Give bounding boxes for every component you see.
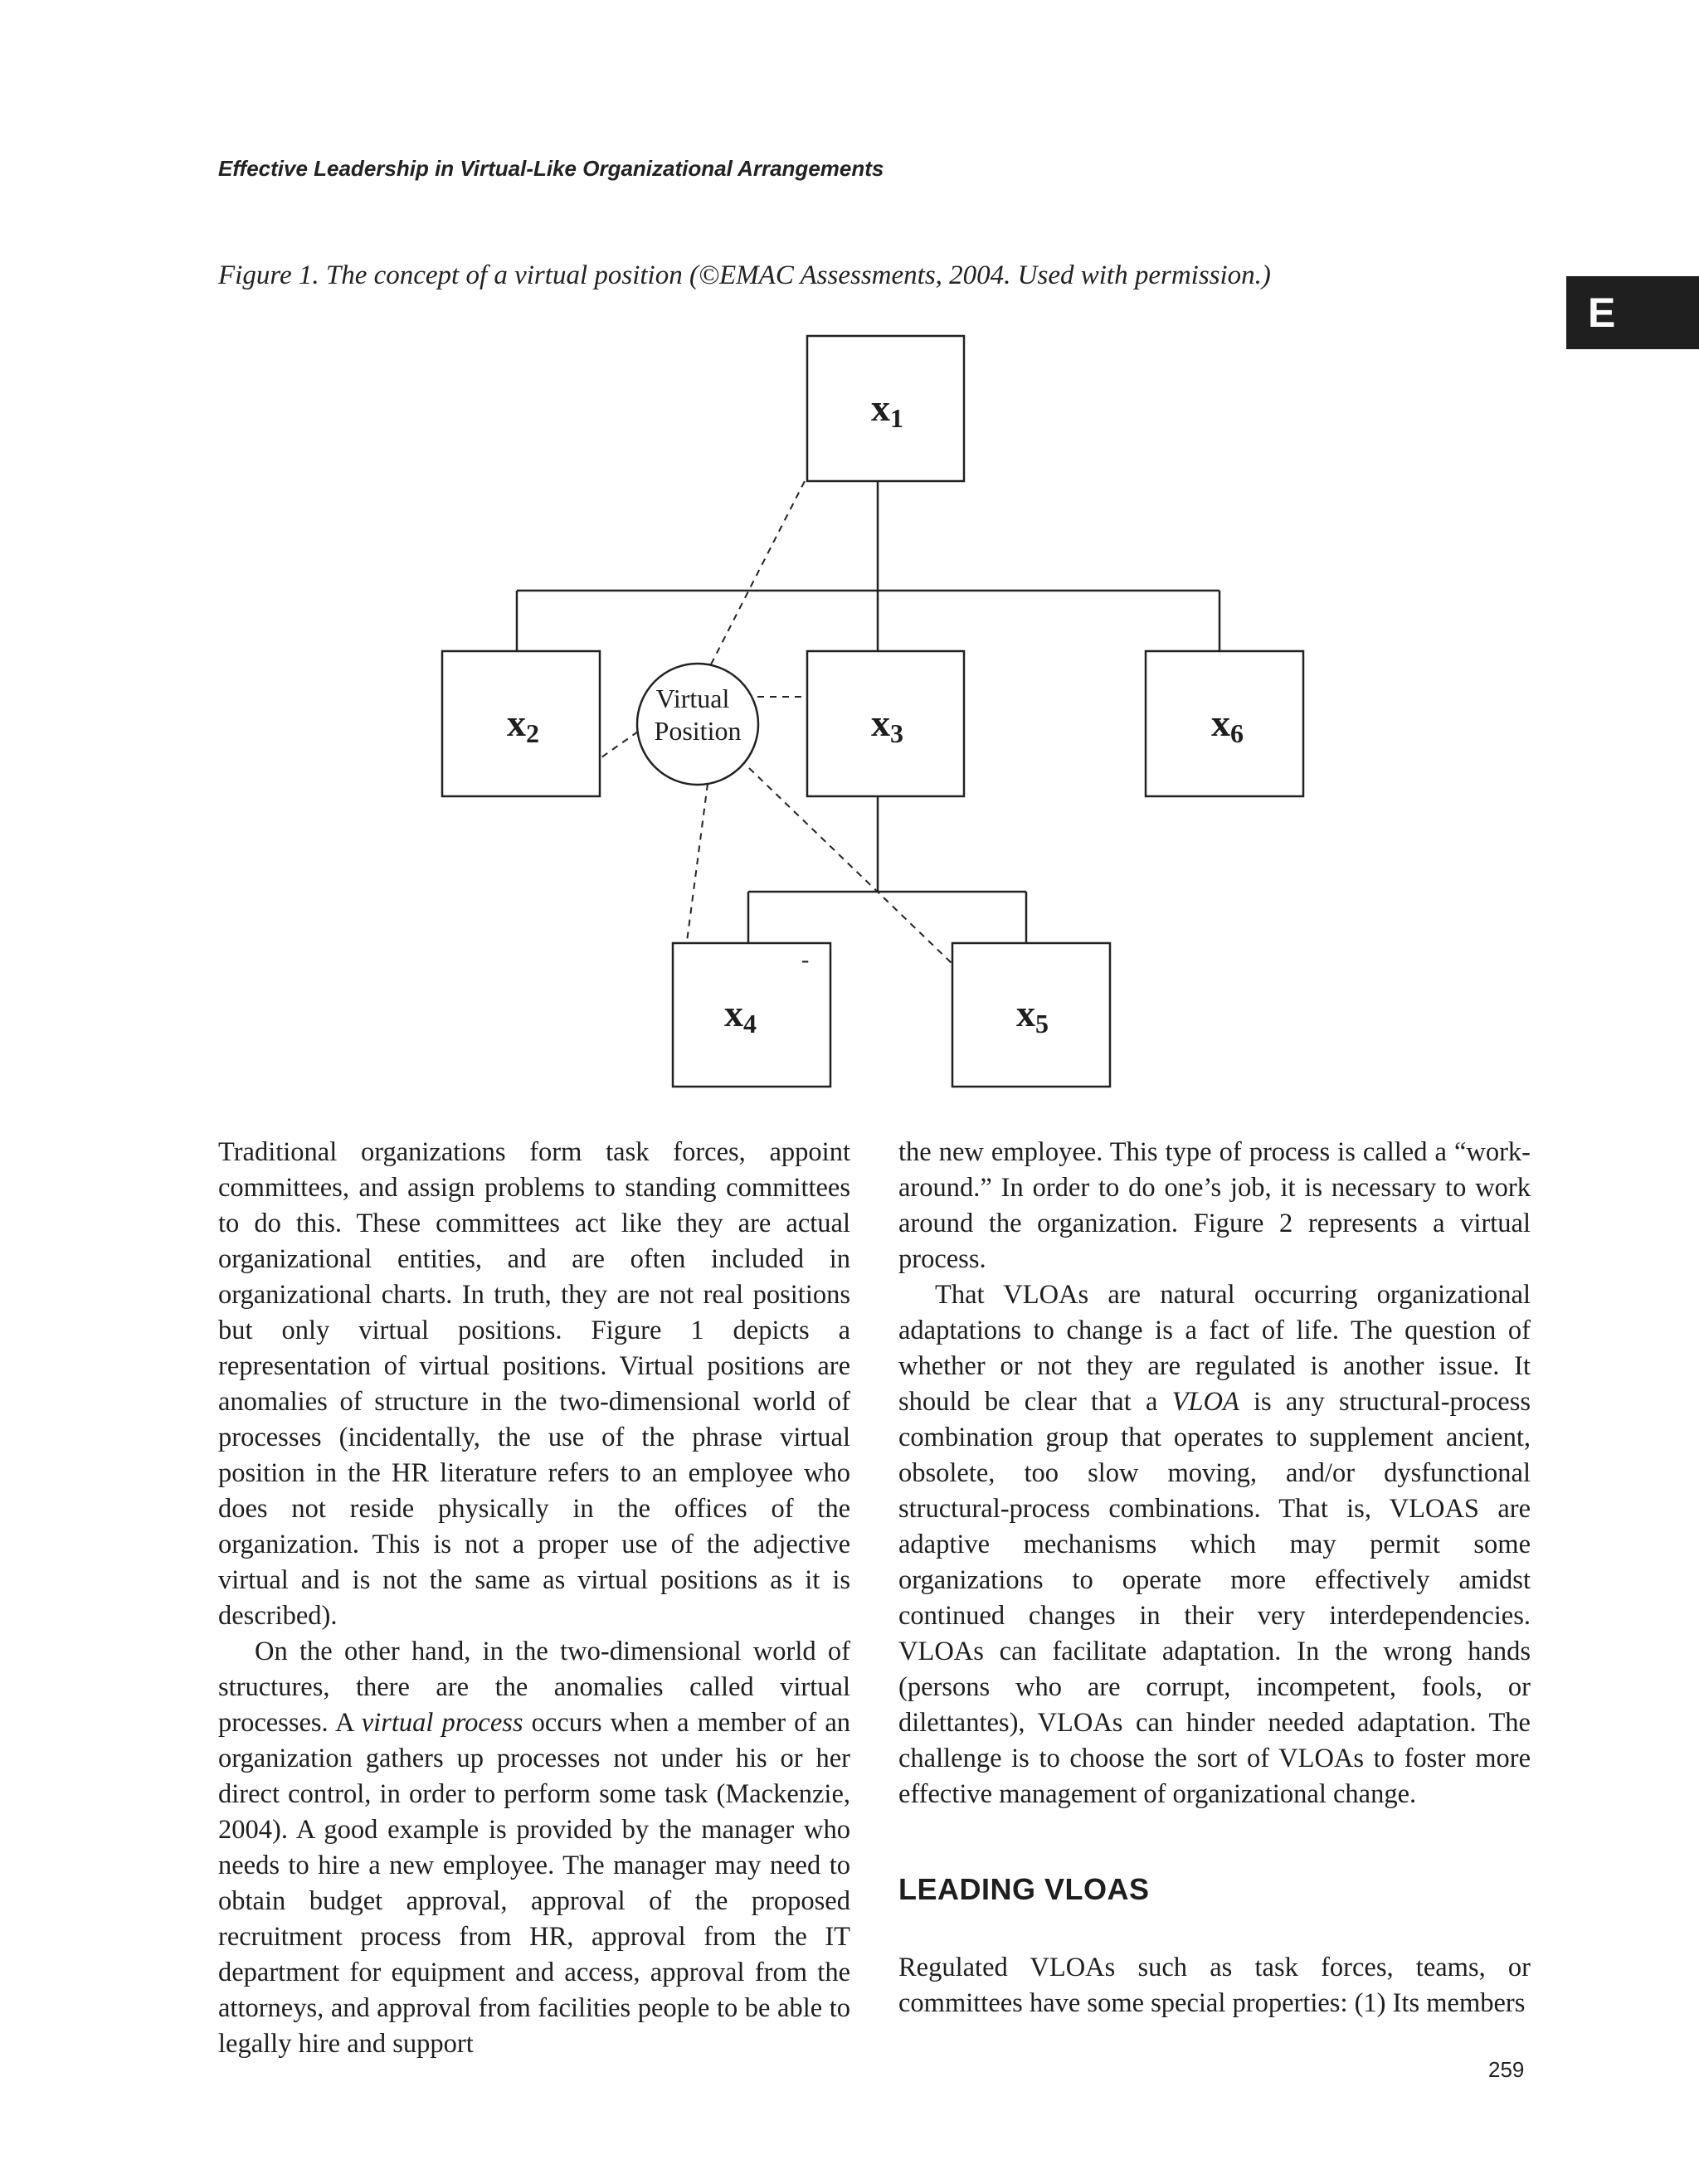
dashed-link-to-x1 [711, 481, 805, 664]
section-tab: E [1566, 276, 1699, 349]
running-header: Effective Leadership in Virtual-Like Organizational Arrangements [218, 156, 884, 181]
paragraph: Traditional organizations form task forces, appoint committees, and assign problems to standing committees to do this. These committees act like they are actual organizational entities, and are often included in organizational charts. In truth, they are not real positions but only virtual positions. Figure 1 depicts a representation of virtual positions. Virtual positions are anomalies of structure in the two-dimensional world of processes (incidentally, the use of the phrase virtual position in the HR literature refers to an employee who does not reside physically in the offices of the organization. This is not a proper use of the adjective virtual and is not the same as virtual positions as it is described). [218, 1137, 850, 1631]
node-x1-label: x1 [871, 387, 903, 433]
virtual-position-label-line1: Virtual [655, 683, 730, 713]
node-x3-label: x3 [871, 702, 903, 748]
paragraph: That VLOAs are natural occurring organizational adaptations to change is a fact of life. The question of whether or not they are regulated is another issue. It should be clear that a VLOA is any structural-process combination group that operates to supplement ancient, obsolete, too slow moving, and/or dysfunctional structural-process combinations. That is, VLOAS are adaptive mechanisms which may permit some organizations to operate more effectively amidst continued changes in their very interdependencies. VLOAs can facilitate adaptation. In the wrong hands (persons who are corrupt, incompetent, fools, or dilettantes), VLOAs can hinder needed adaptation. The challenge is to choose the sort of VLOAs to foster more effective management of organizational change. [898, 1280, 1531, 1809]
text-column-left [218, 1135, 850, 2062]
section-heading: LEADING VLOAS [898, 1872, 1150, 1906]
node-x6-label: x6 [1211, 702, 1244, 748]
dashed-link-to-x4 [687, 784, 708, 941]
paragraph: Regulated VLOAs such as task forces, teams, or committees have some special properties: (1) Its members [898, 1953, 1531, 2018]
node-x5-label: x5 [1016, 992, 1049, 1038]
paragraph: the new employee. This type of process is called a “work-around.” In order to do one’s job, it is necessary to work around the organization. Figure 2 represents a virtual process. [898, 1137, 1531, 1274]
emphasis: virtual process [361, 1708, 523, 1738]
paragraph: On the other hand, in the two-dimensional world of structures, there are the anomalies called virtual processes. A virtual process occurs when a member of an organization gathers up processes not under his or her direct control, in order to perform some task (Mackenzie, 2004). A good example is provided by the manager who needs to hire a new employee. The manager may need to obtain budget approval, approval of the proposed recruitment process from HR, approval from the IT department for equipment and access, approval from the attorneys, and approval from facilities people to be able to legally hire and support [218, 1637, 850, 2059]
text-column-right [898, 1135, 1531, 2021]
page-number: 259 [1488, 2057, 1525, 2082]
dashed-link-to-x5 [749, 768, 952, 964]
node-x2-label: x2 [507, 702, 539, 748]
node-x4-label: x4 [724, 992, 757, 1038]
figure-caption: Figure 1. The concept of a virtual position (©EMAC Assessments, 2004. Used with permission.) [218, 260, 1271, 290]
emphasis: VLOA [1171, 1387, 1239, 1417]
virtual-position-label-line2: Position [654, 716, 742, 746]
dashed-link-to-x2 [601, 732, 638, 757]
stray-mark: - [801, 947, 810, 973]
